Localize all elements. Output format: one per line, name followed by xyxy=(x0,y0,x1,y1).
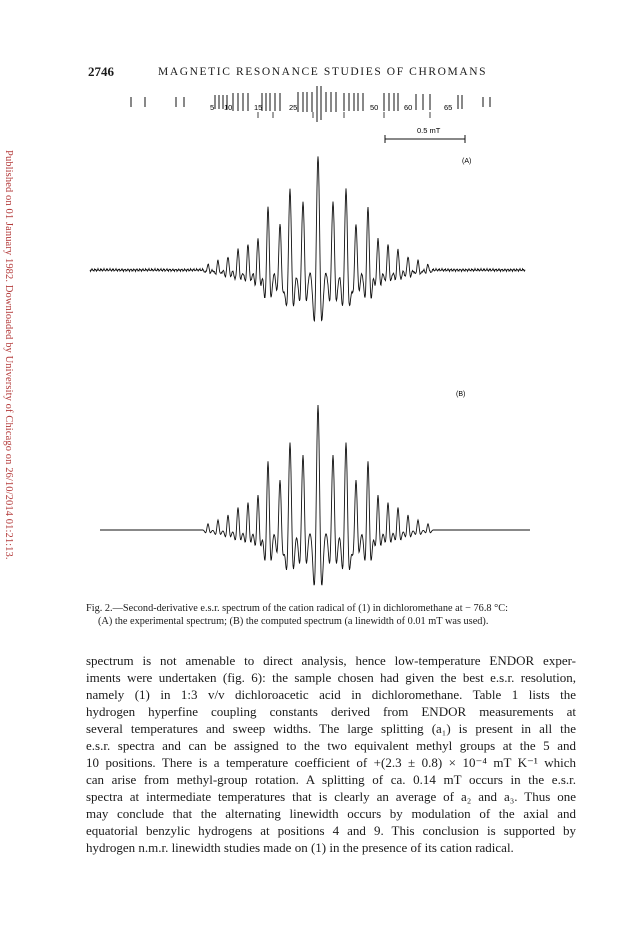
stick-label-50: 50 xyxy=(370,103,379,112)
body-paragraph xyxy=(86,652,576,856)
stick-label-60: 60 xyxy=(404,103,413,112)
body-line: hydrogen hyperfine coupling constants derived from ENDOR measurements at xyxy=(86,704,576,719)
body-line: iments were undertaken (fig. 6): the sample chosen had given the best e.s.r. resolution, xyxy=(86,670,576,685)
body-line: equatorial benzylic hydrogens at positions 4 and 9. This conclusion is supported by xyxy=(86,823,576,838)
computed-spectrum-trace xyxy=(100,405,530,585)
stick-label-5: 5 xyxy=(210,103,215,112)
figure-caption xyxy=(86,602,576,628)
scale-bar-label: 0.5 mT xyxy=(417,126,441,135)
running-title: MAGNETIC RESONANCE STUDIES OF CHROMANS xyxy=(158,66,488,78)
page-number: 2746 xyxy=(88,64,114,79)
body-line: namely (1) in 1:3 v/v dichloroacetic acid in dichloromethane. Table 1 lists the xyxy=(86,687,576,702)
stick-label-25: 25 xyxy=(289,103,298,112)
stick-label-10: 10 xyxy=(224,103,233,112)
body-line: spectra at intermediate temperatures that is clearly an average of a₂ and a₃. Thus one xyxy=(86,789,576,804)
body-line: e.s.r. spectra and can be assigned to the two equivalent methyl groups at the 5 and xyxy=(86,738,576,753)
body-line: 10 positions. There is a temperature coefficient of +(2.3 ± 0.8) × 10⁻⁴ mT K⁻¹ which xyxy=(86,755,576,770)
stick-diagram xyxy=(131,86,490,122)
caption-line-2: (A) the experimental spectrum; (B) the computed spectrum (a linewidth of 0.01 mT was used). xyxy=(98,616,489,627)
download-watermark-text: Published on 01 January 1982. Downloaded by University of Chicago on 26/10/2014 01:21:13. xyxy=(3,150,14,560)
stick-label-65: 65 xyxy=(444,103,453,112)
stick-label-15: 15 xyxy=(254,103,263,112)
body-line: spectrum is not amenable to direct analysis, hence low-temperature ENDOR exper- xyxy=(86,653,576,668)
body-line: several temperatures and sweep widths. The large splitting (a₁) is present in all the xyxy=(86,721,576,736)
body-line: may conclude that the alternating linewidth occurs by modulation of the axial and xyxy=(86,806,576,821)
body-line: can arise from methyl-group rotation. A splitting of ca. 0.14 mT occurs in the e.s.r. xyxy=(86,772,576,787)
scale-bar xyxy=(385,126,465,143)
caption-line-1: Fig. 2.—Second-derivative e.s.r. spectrum of the cation radical of (1) in dichloromethane at − 76.8 °C: xyxy=(86,603,508,614)
body-line: hydrogen n.m.r. linewidth studies made on (1) in the presence of its cation radical. xyxy=(86,840,514,855)
panel-a-label: (A) xyxy=(462,158,472,165)
experimental-spectrum-trace xyxy=(90,156,525,320)
panel-b-label: (B) xyxy=(456,391,466,398)
